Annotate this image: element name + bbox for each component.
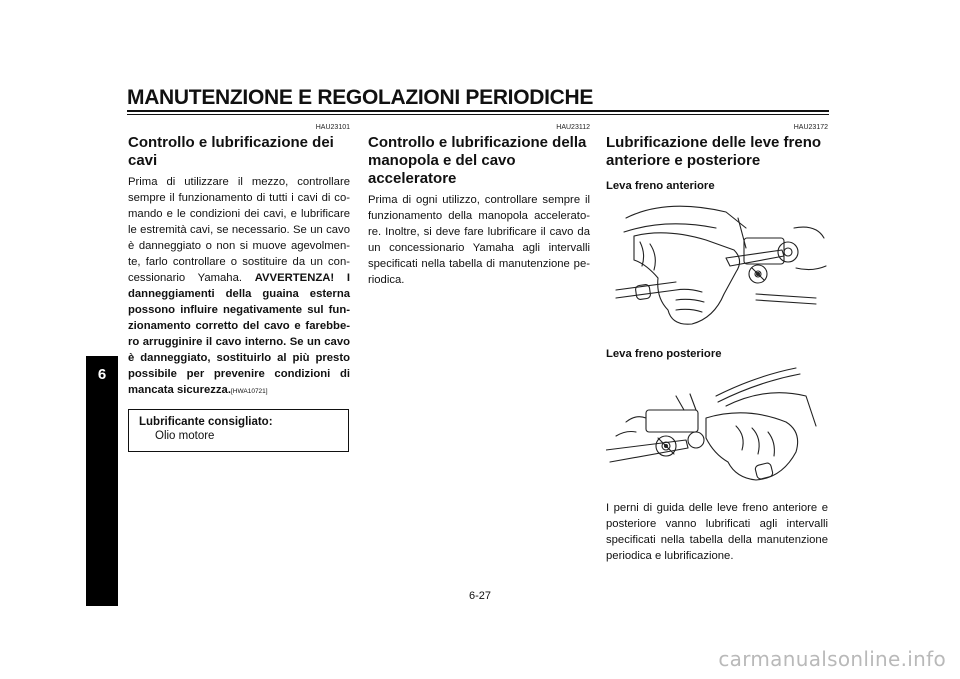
front-brake-label: Leva freno anteriore	[606, 180, 715, 192]
section-body: Prima di ogni utilizzo, controllare sempre il funzionamento della manopola accelerato-re. Inoltre, si deve fare lubrificare il cavo da un concessionario Yamaha agli intervalli specificati nella tabella di manutenzione pe-riodica.	[368, 194, 590, 286]
section-title: Controllo e lubrificazione dei cavi	[128, 134, 334, 169]
section-title: Lubrificazione delle leve freno anteriore e posteriore	[606, 134, 822, 169]
section-body: I perni di guida delle leve freno anteriore e posteriore vanno lubrificati agli intervalli specificati nella tabella della manutenzione periodica e lubrificazione.	[606, 502, 828, 562]
section-throttle	[368, 124, 590, 288]
warning-text: AVVERTENZA! I danneggiamenti della guaina esterna possono influire negativamente sul fun-zionamento corretto del cavo e farebbe-ro arrugginire il cavo interno. Se un cavo è danneggiato, sostituirlo al più presto possibile per prevenire condizioni di mancata sicurezza.	[128, 272, 351, 396]
header-rule-thin	[127, 114, 829, 115]
front-brake-lever-illustration	[606, 198, 828, 338]
lubricant-box	[128, 409, 349, 452]
section-title: Controllo e lubrificazione della manopola e del cavo acceleratore	[368, 134, 587, 187]
rear-brake-label: Leva freno posteriore	[606, 348, 722, 360]
section-code: HAU23101	[315, 124, 350, 131]
chapter-number: 6	[97, 366, 107, 383]
section-code: HAU23172	[793, 124, 828, 131]
body-text: Prima di utilizzare il mezzo, controllare sempre il funzionamento di tutti i cavi di co-mando e le condizioni dei cavi, e lubrificare le estremità cavi, se necessario. Se un cavo è danneggiato o non si muove agevolmen-te, farlo controllare o sostituire da un con-cessionario Yamaha.	[128, 176, 350, 284]
watermark: carmanualsonline.info	[718, 647, 946, 671]
lubricant-label: Lubrificante consigliato:	[139, 416, 273, 428]
warning-reference: [HWA10721]	[230, 388, 268, 395]
section-code: HAU23112	[556, 124, 590, 131]
chapter-tab	[86, 356, 118, 606]
section-body	[128, 174, 350, 400]
page-number: 6-27	[468, 590, 492, 602]
rear-brake-lever-illustration	[606, 366, 828, 492]
lubricant-value: Olio motore	[155, 430, 215, 442]
page-title: MANUTENZIONE E REGOLAZIONI PERIODICHE	[127, 86, 594, 109]
section-brake-levers	[606, 124, 828, 564]
header-rule	[127, 110, 829, 112]
section-cables	[128, 124, 350, 452]
